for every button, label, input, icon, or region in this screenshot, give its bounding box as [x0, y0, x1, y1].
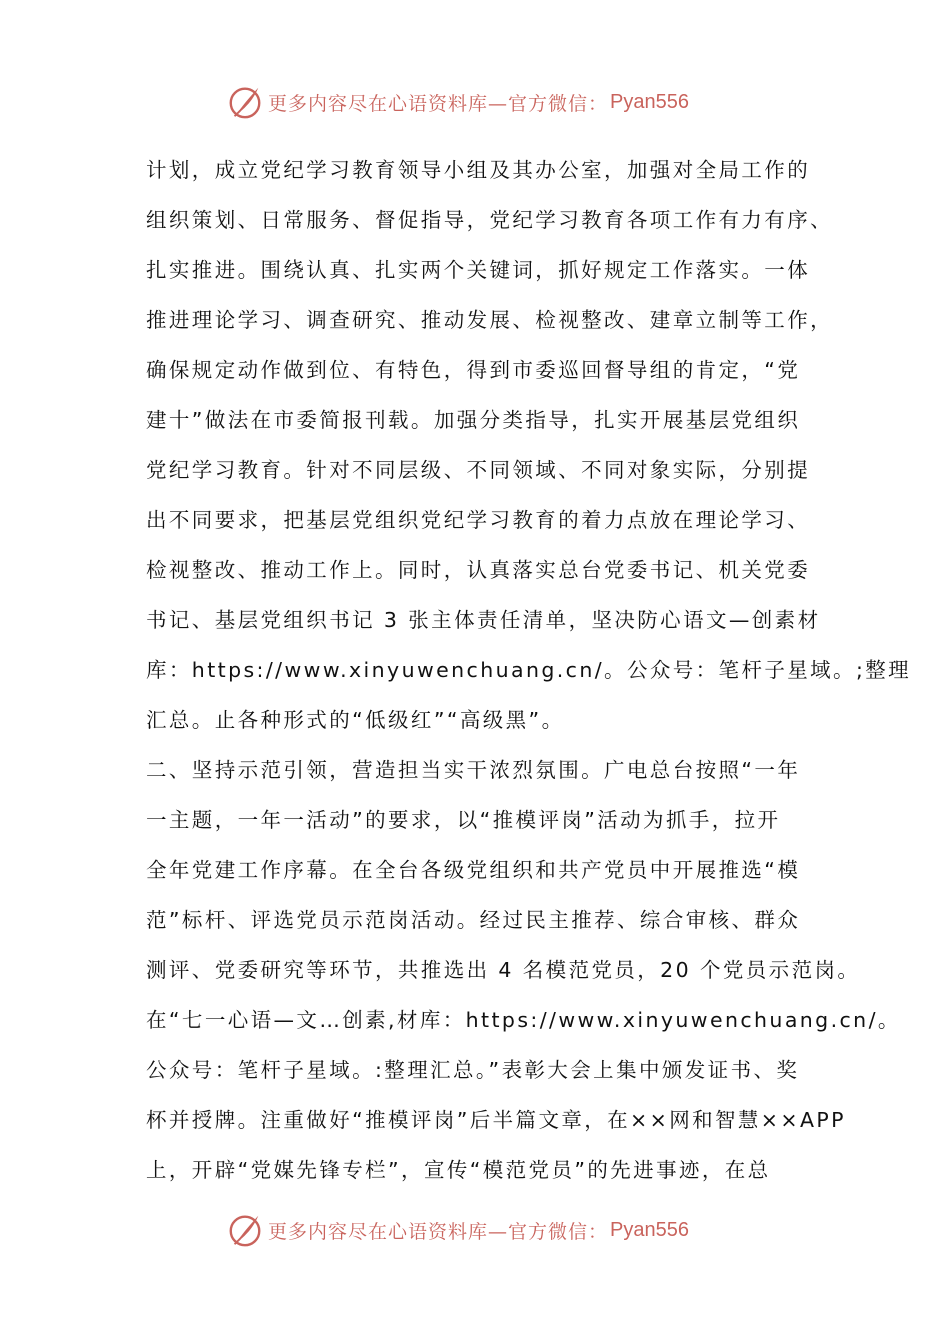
body-line: 计划，成立党纪学习教育领导小组及其办公室，加强对全局工作的 — [146, 158, 811, 182]
body-line: 库：https://www.xinyuwenchuang.cn/。公众号：笔杆子星域。;整理 — [146, 658, 912, 682]
body-line: 书记、基层党组织书记 3 张主体责任清单，坚决防心语文—创素材 — [146, 608, 821, 632]
body-line: 上，开辟“党媒先锋专栏”，宣传“模范党员”的先进事迹，在总 — [146, 1158, 771, 1182]
header-banner-account: Pyan556 — [610, 90, 689, 113]
header-banner-text: 更多内容尽在心语资料库—官方微信： — [268, 92, 609, 115]
body-line: 全年党建工作序幕。在全台各级党组织和共产党员中开展推选“模 — [146, 858, 801, 882]
body-line: 汇总。止各种形式的“低级红”“高级黑”。 — [146, 708, 565, 732]
body-line: 公众号：笔杆子星域。:整理汇总。”表彰大会上集中颁发证书、奖 — [146, 1058, 800, 1082]
body-line: 组织策划、日常服务、督促指导，党纪学习教育各项工作有力有序、 — [146, 208, 833, 232]
footer-banner — [226, 1210, 689, 1250]
body-line: 扎实推进。围绕认真、扎实两个关键词，抓好规定工作落实。一体 — [146, 258, 811, 282]
body-line: 杯并授牌。注重做好“推模评岗”后半篇文章，在××网和智慧××APP — [146, 1108, 846, 1132]
header-banner — [226, 82, 689, 122]
body-line: 范”标杆、评选党员示范岗活动。经过民主推荐、综合审核、群众 — [146, 908, 801, 932]
body-line: 建十”做法在市委简报刊载。加强分类指导，扎实开展基层党组织 — [146, 408, 801, 432]
quill-logo-icon — [226, 83, 264, 121]
body-line: 测评、党委研究等环节，共推选出 4 名模范党员，20 个党员示范岗。 — [146, 958, 861, 982]
body-line: 二、坚持示范引领，营造担当实干浓烈氛围。广电总台按照“一年 — [146, 758, 801, 782]
body-line: 一主题，一年一活动”的要求，以“推模评岗”活动为抓手，拉开 — [146, 808, 781, 832]
body-line: 出不同要求，把基层党组织党纪学习教育的着力点放在理论学习、 — [146, 508, 811, 532]
footer-banner-text: 更多内容尽在心语资料库—官方微信： — [268, 1220, 609, 1243]
body-line: 确保规定动作做到位、有特色，得到市委巡回督导组的肯定，“党 — [146, 358, 801, 382]
body-line: 在“七一心语—文…创素,材库：https://www.xinyuwenchuang.cn/。 — [146, 1008, 901, 1032]
footer-banner-account: Pyan556 — [610, 1218, 689, 1241]
quill-logo-icon — [226, 1211, 264, 1249]
body-line: 党纪学习教育。针对不同层级、不同领域、不同对象实际，分别提 — [146, 458, 811, 482]
body-line: 推进理论学习、调查研究、推动发展、检视整改、建章立制等工作， — [146, 308, 833, 332]
document-body — [146, 150, 912, 1200]
body-line: 检视整改、推动工作上。同时，认真落实总台党委书记、机关党委 — [146, 558, 811, 582]
